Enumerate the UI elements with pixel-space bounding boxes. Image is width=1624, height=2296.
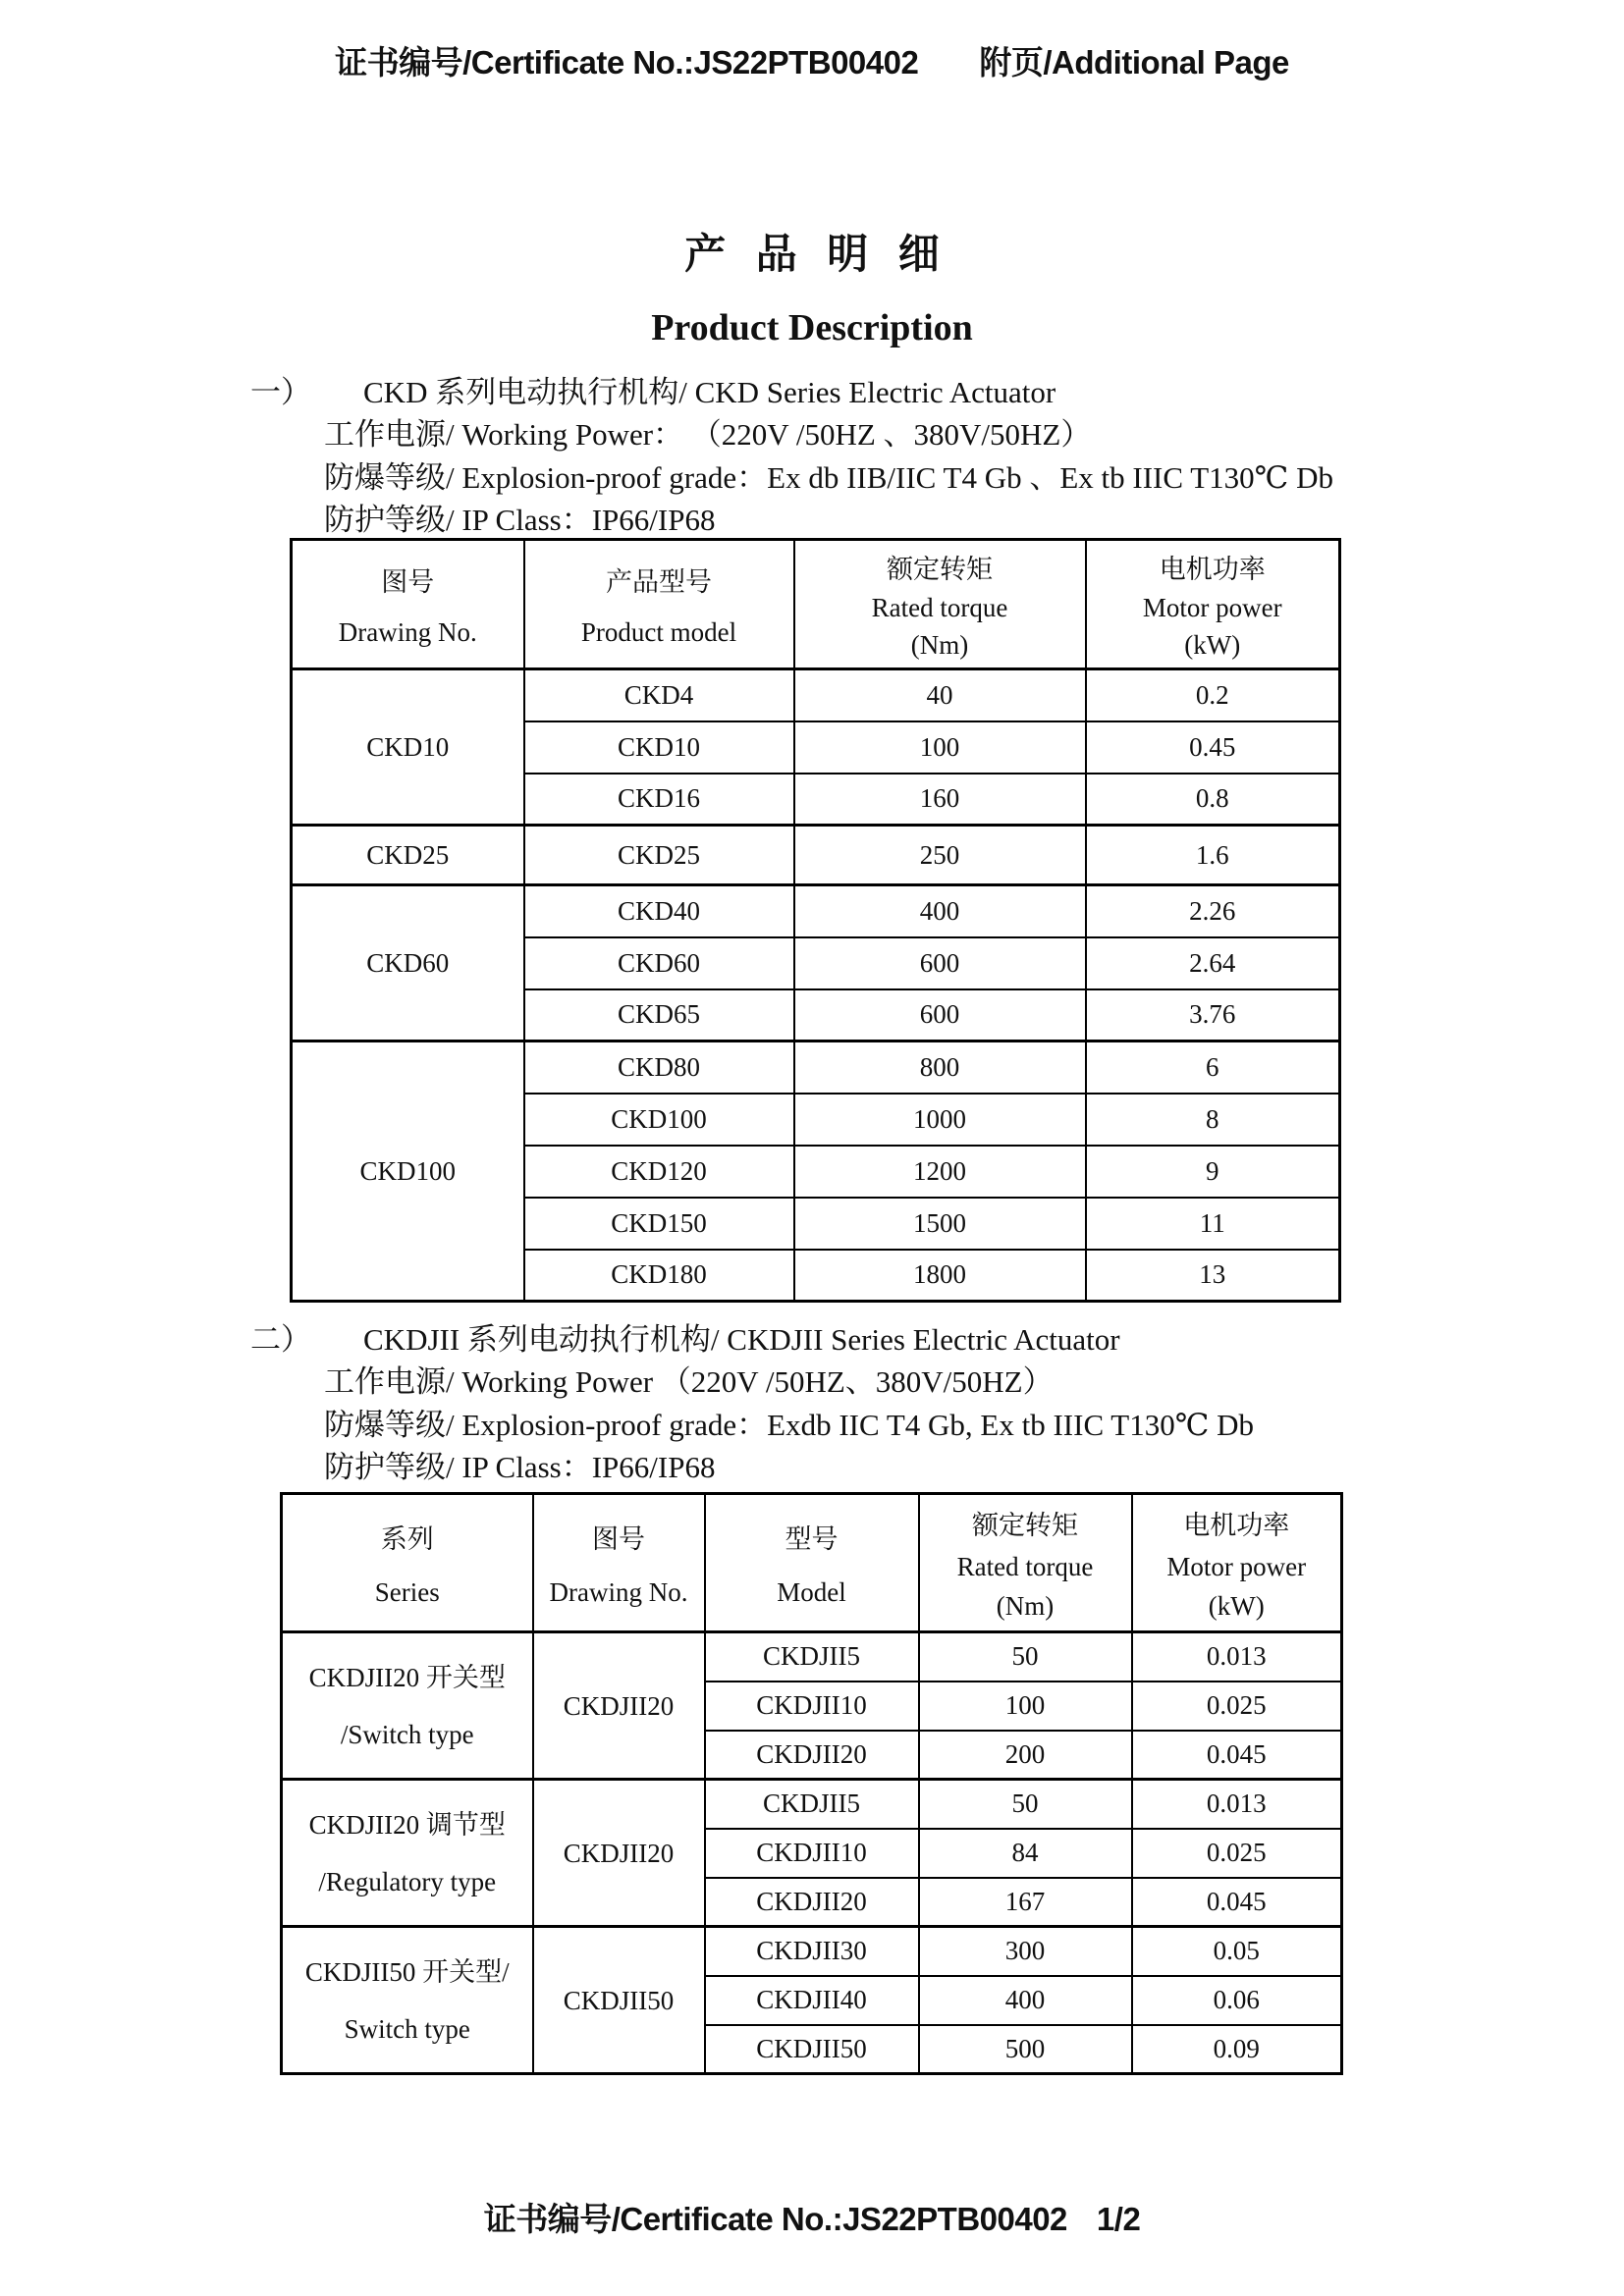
column-header bbox=[282, 1494, 533, 1632]
data-cell: CKD60 bbox=[524, 937, 794, 989]
group-label-line: CKDJII50 开关型/ bbox=[304, 1956, 510, 1987]
column-header-lines bbox=[1087, 541, 1339, 667]
ckdjii-series-table bbox=[280, 1492, 1343, 2075]
column-header-lines bbox=[534, 1495, 704, 1630]
table-row bbox=[292, 1041, 1340, 1094]
data-cell: 0.013 bbox=[1132, 1632, 1342, 1682]
data-cell: 0.06 bbox=[1132, 1976, 1342, 2025]
table-row bbox=[282, 1632, 1342, 1682]
data-cell: 50 bbox=[919, 1780, 1132, 1829]
group-label-cell bbox=[282, 1927, 533, 2074]
group-label-cell bbox=[292, 669, 524, 826]
column-header bbox=[1132, 1494, 1342, 1632]
data-cell: 1.6 bbox=[1086, 826, 1340, 885]
data-cell: 0.045 bbox=[1132, 1731, 1342, 1780]
data-cell: 6 bbox=[1086, 1041, 1340, 1094]
data-cell: 50 bbox=[919, 1632, 1132, 1682]
group-label-line: CKD100 bbox=[359, 1156, 456, 1186]
section-heading bbox=[250, 371, 1389, 413]
column-header-line: Rated torque bbox=[956, 1551, 1094, 1581]
data-cell: 1500 bbox=[794, 1198, 1086, 1250]
data-cell: 0.45 bbox=[1086, 721, 1340, 774]
table-row bbox=[282, 1927, 1342, 1976]
ip-class-line: 防护等级/ IP Class：IP66/IP68 bbox=[324, 503, 716, 537]
group-label-cell bbox=[282, 1780, 533, 1927]
data-cell: CKD10 bbox=[524, 721, 794, 774]
data-cell: 400 bbox=[919, 1976, 1132, 2025]
data-cell: 3.76 bbox=[1086, 989, 1340, 1041]
data-cell: CKD4 bbox=[524, 669, 794, 721]
data-cell: 13 bbox=[1086, 1250, 1340, 1302]
data-cell: 8 bbox=[1086, 1094, 1340, 1146]
footer-page-number: 1/2 bbox=[1096, 2201, 1141, 2237]
data-cell: 400 bbox=[794, 885, 1086, 937]
column-header-line: 产品型号 bbox=[606, 566, 712, 597]
column-header-lines bbox=[525, 541, 793, 667]
data-cell: 9 bbox=[1086, 1146, 1340, 1198]
group-label-line: /Regulatory type bbox=[318, 1866, 497, 1896]
data-cell: 84 bbox=[919, 1829, 1132, 1878]
column-header-lines bbox=[293, 541, 523, 667]
drawing-no-cell: CKDJII20 bbox=[533, 1632, 705, 1780]
data-cell: 200 bbox=[919, 1731, 1132, 1780]
table-row bbox=[282, 1780, 1342, 1829]
data-cell: CKD180 bbox=[524, 1250, 794, 1302]
data-cell: 11 bbox=[1086, 1198, 1340, 1250]
explosion-proof-grade-line: 防爆等级/ Explosion-proof grade：Exdb IIC T4 Gb, Ex tb IIIC T130℃ Db bbox=[324, 1407, 1255, 1442]
section-heading bbox=[250, 1318, 1389, 1361]
data-cell: CKD16 bbox=[524, 774, 794, 826]
data-cell: CKDJII40 bbox=[705, 1976, 919, 2025]
column-header-lines bbox=[920, 1495, 1131, 1630]
data-cell: CKD65 bbox=[524, 989, 794, 1041]
column-header-lines bbox=[283, 1495, 532, 1630]
column-header bbox=[794, 540, 1086, 669]
header-additional-page-label: 附页/Additional Page bbox=[979, 44, 1289, 80]
column-header-line: 图号 bbox=[381, 566, 435, 597]
data-cell: CKDJII30 bbox=[705, 1927, 919, 1976]
data-cell: CKD40 bbox=[524, 885, 794, 937]
section-marker: 二） bbox=[250, 1322, 311, 1357]
column-header-line: (kW) bbox=[1208, 1590, 1265, 1621]
footer-certificate-number: 证书编号/Certificate No.:JS22PTB00402 bbox=[483, 2201, 1067, 2237]
data-cell: 600 bbox=[794, 989, 1086, 1041]
section-ckd-series bbox=[250, 371, 1389, 542]
data-cell: 1800 bbox=[794, 1250, 1086, 1302]
column-header-line: Rated torque bbox=[871, 593, 1008, 622]
column-header-line: Model bbox=[777, 1577, 846, 1608]
data-cell: 500 bbox=[919, 2025, 1132, 2074]
data-cell: 0.05 bbox=[1132, 1927, 1342, 1976]
data-cell: 167 bbox=[919, 1878, 1132, 1927]
column-header-line: Motor power bbox=[1166, 1551, 1307, 1581]
data-cell: CKD25 bbox=[524, 826, 794, 885]
working-power-line: 工作电源/ Working Power （220V /50HZ、380V/50HZ） bbox=[324, 1364, 1054, 1399]
column-header-line: Series bbox=[374, 1577, 440, 1608]
working-power-line: 工作电源/ Working Power： （220V /50HZ 、380V/50HZ） bbox=[324, 417, 1092, 452]
data-cell: 100 bbox=[794, 721, 1086, 774]
page-header bbox=[0, 37, 1624, 83]
header-certificate-number: 证书编号/Certificate No.:JS22PTB00402 bbox=[335, 44, 919, 80]
column-header bbox=[919, 1494, 1132, 1632]
data-cell: 2.64 bbox=[1086, 937, 1340, 989]
group-label-cell bbox=[292, 885, 524, 1041]
column-header-line: (Nm) bbox=[910, 630, 969, 660]
data-cell: CKD100 bbox=[524, 1094, 794, 1146]
column-header bbox=[1086, 540, 1340, 669]
column-header-line: 额定转矩 bbox=[972, 1511, 1078, 1541]
document-title-en: Product Description bbox=[651, 307, 973, 348]
column-header-line: (kW) bbox=[1184, 630, 1241, 660]
data-cell: 0.025 bbox=[1132, 1682, 1342, 1731]
data-cell: 1200 bbox=[794, 1146, 1086, 1198]
group-label-line: /Switch type bbox=[340, 1719, 474, 1749]
column-header bbox=[705, 1494, 919, 1632]
table-row bbox=[292, 826, 1340, 885]
data-cell: 1000 bbox=[794, 1094, 1086, 1146]
column-header-line: 电机功率 bbox=[1183, 1511, 1290, 1541]
data-cell: 0.013 bbox=[1132, 1780, 1342, 1829]
page-footer bbox=[0, 2194, 1624, 2240]
group-label-line: CKDJII20 调节型 bbox=[308, 1809, 506, 1840]
group-label-line: CKD25 bbox=[366, 840, 450, 870]
table-header-row bbox=[282, 1494, 1342, 1632]
data-cell: 40 bbox=[794, 669, 1086, 721]
column-header bbox=[533, 1494, 705, 1632]
section-ckdjii-series bbox=[250, 1318, 1389, 1489]
data-cell: 600 bbox=[794, 937, 1086, 989]
column-header-line: 系列 bbox=[380, 1523, 434, 1554]
data-cell: 0.2 bbox=[1086, 669, 1340, 721]
drawing-no-cell: CKDJII50 bbox=[533, 1927, 705, 2074]
column-header-line: Drawing No. bbox=[338, 617, 477, 648]
data-cell: CKD80 bbox=[524, 1041, 794, 1094]
group-label-cell bbox=[282, 1632, 533, 1780]
column-header-line: Drawing No. bbox=[549, 1577, 688, 1608]
data-cell: CKDJII10 bbox=[705, 1829, 919, 1878]
column-header-line: 电机功率 bbox=[1159, 555, 1266, 584]
data-cell: CKD150 bbox=[524, 1198, 794, 1250]
explosion-proof-grade-line: 防爆等级/ Explosion-proof grade：Ex db IIB/IIC T4 Gb 、Ex tb IIIC T130℃ Db bbox=[324, 459, 1333, 495]
column-header-line: (Nm) bbox=[996, 1590, 1055, 1621]
column-header-line: Product model bbox=[580, 617, 737, 648]
data-cell: CKDJII5 bbox=[705, 1632, 919, 1682]
column-header-lines bbox=[706, 1495, 918, 1630]
column-header-line: Motor power bbox=[1142, 593, 1282, 622]
data-cell: 0.09 bbox=[1132, 2025, 1342, 2074]
data-cell: CKDJII20 bbox=[705, 1878, 919, 1927]
data-cell: 2.26 bbox=[1086, 885, 1340, 937]
group-label-line: Switch type bbox=[344, 2013, 470, 2044]
ckd-series-table bbox=[290, 538, 1341, 1303]
section-marker: 一） bbox=[250, 375, 311, 409]
data-cell: 160 bbox=[794, 774, 1086, 826]
data-cell: CKDJII50 bbox=[705, 2025, 919, 2074]
data-cell: CKDJII20 bbox=[705, 1731, 919, 1780]
column-header-lines bbox=[795, 541, 1085, 667]
group-label-cell bbox=[292, 1041, 524, 1302]
data-cell: 0.8 bbox=[1086, 774, 1340, 826]
table-header-row bbox=[292, 540, 1340, 669]
group-label-cell bbox=[292, 826, 524, 885]
data-cell: CKDJII5 bbox=[705, 1780, 919, 1829]
column-header-line: 图号 bbox=[592, 1523, 645, 1554]
data-cell: CKD120 bbox=[524, 1146, 794, 1198]
data-cell: 250 bbox=[794, 826, 1086, 885]
data-cell: 100 bbox=[919, 1682, 1132, 1731]
data-cell: 0.025 bbox=[1132, 1829, 1342, 1878]
data-cell: 300 bbox=[919, 1927, 1132, 1976]
document-title-zh: 产 品 明 细 bbox=[684, 233, 949, 278]
column-header-line: 额定转矩 bbox=[887, 555, 993, 584]
section-heading-text: CKDJII 系列电动执行机构/ CKDJII Series Electric Actuator bbox=[363, 1322, 1120, 1357]
table-row bbox=[292, 885, 1340, 937]
table-row bbox=[292, 669, 1340, 721]
data-cell: 0.045 bbox=[1132, 1878, 1342, 1927]
group-label-line: CKD10 bbox=[366, 732, 450, 762]
column-header bbox=[524, 540, 794, 669]
data-cell: 800 bbox=[794, 1041, 1086, 1094]
column-header bbox=[292, 540, 524, 669]
data-cell: CKDJII10 bbox=[705, 1682, 919, 1731]
group-label-line: CKD60 bbox=[366, 948, 450, 978]
column-header-line: 型号 bbox=[785, 1523, 839, 1554]
drawing-no-cell: CKDJII20 bbox=[533, 1780, 705, 1927]
group-label-line: CKDJII20 开关型 bbox=[308, 1662, 506, 1692]
ip-class-line: 防护等级/ IP Class：IP66/IP68 bbox=[324, 1450, 716, 1484]
section-heading-text: CKD 系列电动执行机构/ CKD Series Electric Actuator bbox=[363, 375, 1056, 409]
column-header-lines bbox=[1133, 1495, 1341, 1630]
